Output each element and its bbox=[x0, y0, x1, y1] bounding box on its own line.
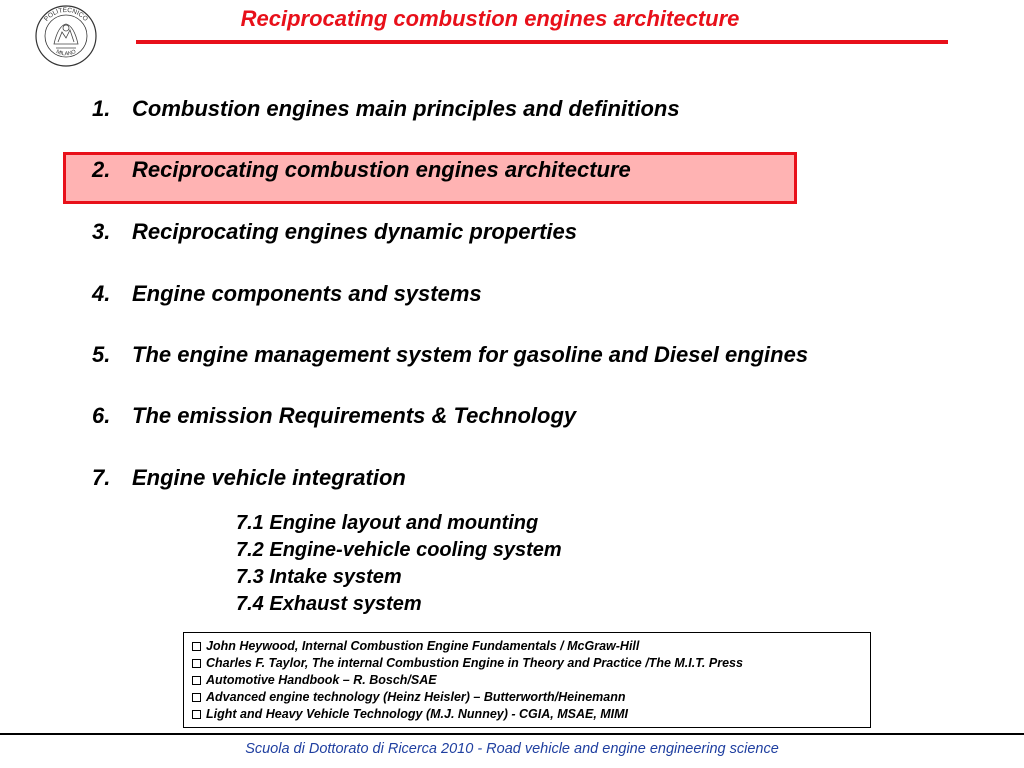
footer-text: Scuola di Dottorato di Ricerca 2010 - Road vehicle and engine engineering science bbox=[245, 741, 779, 757]
subitem-7-4: 7.4 Exhaust system bbox=[236, 593, 422, 615]
reference-text: Automotive Handbook – R. Bosch/SAE bbox=[206, 673, 437, 687]
toc-item-6 bbox=[92, 403, 576, 429]
toc-item-number: 7. bbox=[92, 465, 111, 490]
toc-item-label: Reciprocating engines dynamic properties bbox=[132, 219, 578, 244]
subitem-7-3: 7.3 Intake system bbox=[236, 566, 402, 588]
toc-item-number: 2. bbox=[92, 157, 111, 182]
reference-item bbox=[192, 655, 862, 672]
toc-item-3 bbox=[92, 219, 577, 245]
checkbox-bullet-icon bbox=[192, 642, 201, 651]
toc-item-number: 1. bbox=[92, 96, 111, 121]
logo-bottom-text: MILANO bbox=[55, 49, 77, 58]
checkbox-bullet-icon bbox=[192, 693, 201, 702]
checkbox-bullet-icon bbox=[192, 676, 201, 685]
toc-item-label: Reciprocating combustion engines architecture bbox=[132, 157, 631, 182]
reference-text: Light and Heavy Vehicle Technology (M.J. Nunney) - CGIA, MSAE, MIMI bbox=[206, 707, 629, 721]
reference-text: John Heywood, Internal Combustion Engine Fundamentals / McGraw-Hill bbox=[206, 639, 640, 653]
toc-item-2 bbox=[92, 157, 631, 183]
references-box bbox=[183, 632, 871, 728]
toc-item-label: Engine components and systems bbox=[132, 281, 482, 306]
toc-item-number: 5. bbox=[92, 342, 111, 367]
reference-item bbox=[192, 689, 862, 706]
logo-top-text: POLITECNICO bbox=[43, 6, 89, 23]
toc-item-number: 3. bbox=[92, 219, 111, 244]
reference-text: Advanced engine technology (Heinz Heisler) – Butterworth/Heinemann bbox=[206, 690, 626, 704]
subitem-7-1: 7.1 Engine layout and mounting bbox=[236, 512, 539, 534]
toc-item-1 bbox=[92, 96, 680, 122]
checkbox-bullet-icon bbox=[192, 710, 201, 719]
toc-item-label: Engine vehicle integration bbox=[132, 465, 406, 490]
toc-item-7 bbox=[92, 465, 406, 491]
subitem-7-2: 7.2 Engine-vehicle cooling system bbox=[236, 539, 562, 561]
toc-item-label: The emission Requirements & Technology bbox=[132, 403, 577, 428]
toc-item-4 bbox=[92, 281, 482, 307]
toc-item-number: 6. bbox=[92, 403, 111, 428]
toc-item-5 bbox=[92, 342, 808, 368]
slide-title: Reciprocating combustion engines architecture bbox=[240, 6, 740, 31]
footer-divider bbox=[0, 733, 1024, 735]
title-underline bbox=[136, 40, 948, 44]
politecnico-seal-icon bbox=[34, 4, 98, 68]
toc-item-label: The engine management system for gasoline and Diesel engines bbox=[132, 342, 809, 367]
checkbox-bullet-icon bbox=[192, 659, 201, 668]
toc-item-label: Combustion engines main principles and definitions bbox=[132, 96, 680, 121]
toc-item-number: 4. bbox=[92, 281, 111, 306]
reference-item bbox=[192, 672, 862, 689]
reference-item bbox=[192, 706, 862, 723]
reference-text: Charles F. Taylor, The internal Combustion Engine in Theory and Practice /The M.I.T. Press bbox=[206, 656, 743, 670]
reference-item bbox=[192, 638, 862, 655]
